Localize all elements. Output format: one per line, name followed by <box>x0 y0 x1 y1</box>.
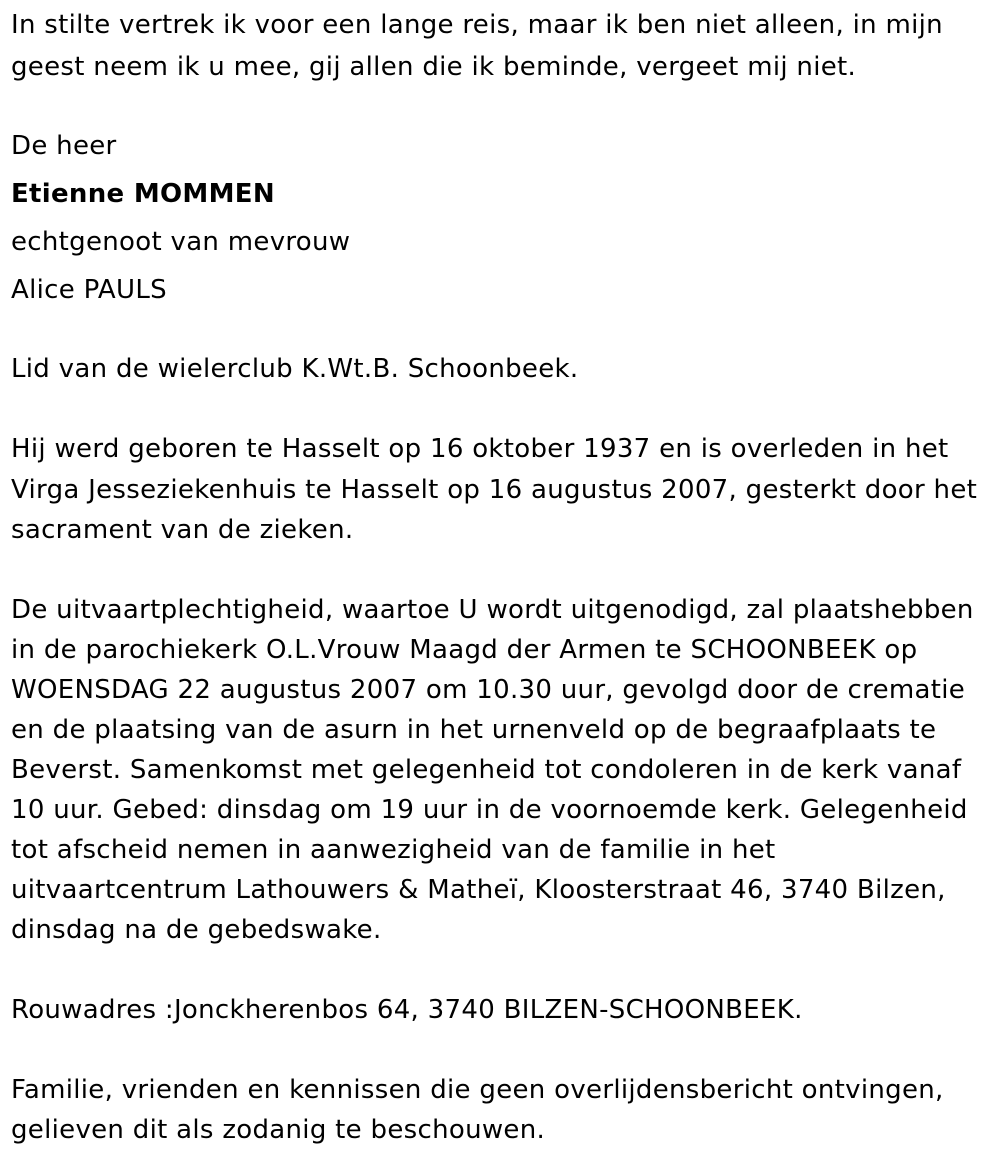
funeral-line-7: tot afscheid nemen in aanwezigheid van de familie in het <box>11 835 776 865</box>
funeral-line-1: De uitvaartplechtigheid, waartoe U wordt uitgenodigd, zal plaatshebben <box>11 595 974 625</box>
closing-line-1: Familie, vrienden en kennissen die geen overlijdensbericht ontvingen, <box>11 1075 944 1105</box>
birth-death-line-1: Hij werd geboren te Hasselt op 16 oktober 1937 en is overleden in het <box>11 434 949 464</box>
closing-line-2: gelieven dit als zodanig te beschouwen. <box>11 1115 546 1145</box>
title-prefix: De heer <box>11 131 117 161</box>
spouse-name: Alice PAULS <box>11 275 167 305</box>
funeral-line-2: in de parochiekerk O.L.Vrouw Maagd der Armen te SCHOONBEEK op <box>11 635 918 665</box>
membership: Lid van de wielerclub K.Wt.B. Schoonbeek. <box>11 354 579 384</box>
funeral-line-4: en de plaatsing van de asurn in het urnenveld op de begraafplaats te <box>11 715 937 745</box>
funeral-line-3: WOENSDAG 22 augustus 2007 om 10.30 uur, gevolgd door de crematie <box>11 675 966 705</box>
funeral-line-5: Beverst. Samenkomst met gelegenheid tot condoleren in de kerk vanaf <box>11 755 962 785</box>
birth-death-line-3: sacrament van de zieken. <box>11 515 354 545</box>
funeral-line-8: uitvaartcentrum Lathouwers & Matheï, Kloosterstraat 46, 3740 Bilzen, <box>11 875 946 905</box>
spouse-intro: echtgenoot van mevrouw <box>11 227 351 257</box>
mourning-address: Rouwadres :Jonckherenbos 64, 3740 BILZEN-SCHOONBEEK. <box>11 995 803 1025</box>
funeral-line-9: dinsdag na de gebedswake. <box>11 915 382 945</box>
birth-death-line-2: Virga Jesseziekenhuis te Hasselt op 16 augustus 2007, gesterkt door het <box>11 475 978 505</box>
funeral-line-6: 10 uur. Gebed: dinsdag om 19 uur in de voornoemde kerk. Gelegenheid <box>11 795 968 825</box>
poem-line-2: geest neem ik u mee, gij allen die ik beminde, vergeet mij niet. <box>11 52 857 82</box>
deceased-name: Etienne MOMMEN <box>11 179 275 209</box>
poem-line-1: In stilte vertrek ik voor een lange reis, maar ik ben niet alleen, in mijn <box>11 10 943 40</box>
